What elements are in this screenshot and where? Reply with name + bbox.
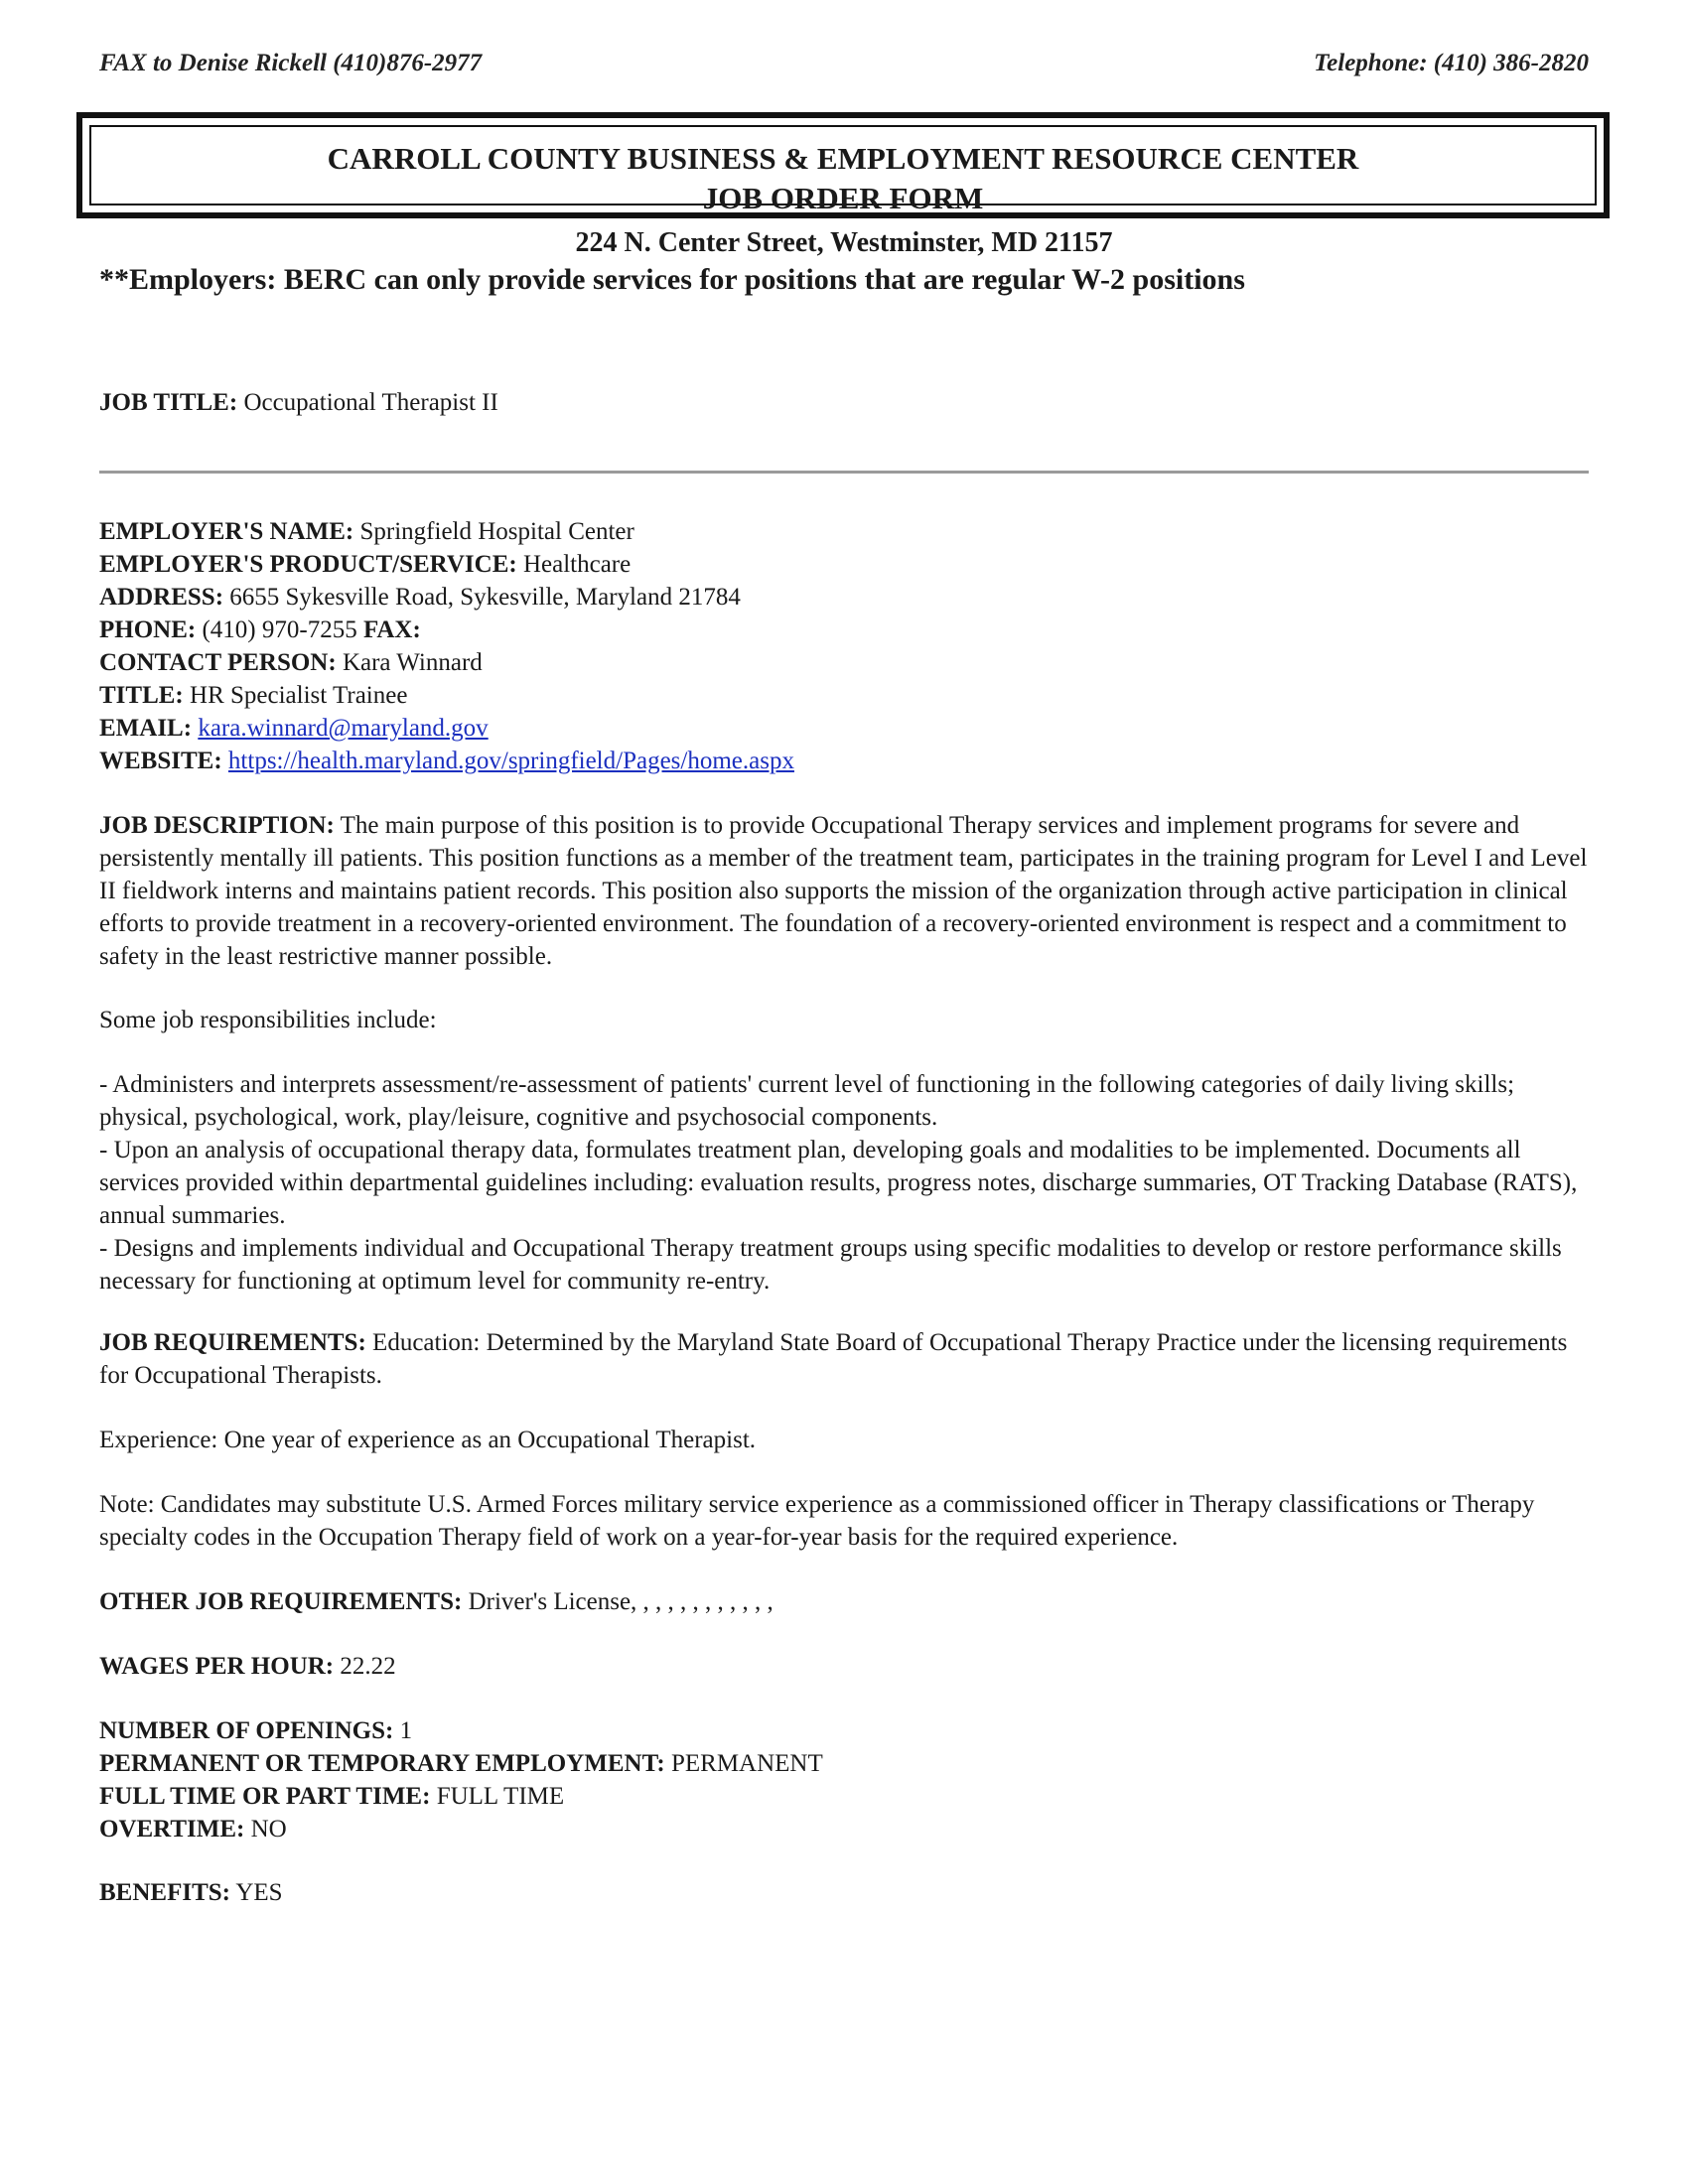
form-title: CARROLL COUNTY BUSINESS & EMPLOYMENT RESOURCE CENTER bbox=[327, 141, 1359, 176]
employer-phone-label: PHONE: bbox=[99, 616, 197, 643]
other-requirements-value: Driver's License, , , , , , , , , , , , bbox=[468, 1588, 774, 1615]
responsibility-item: - Designs and implements individual and Occupational Therapy treatment groups using specific modalities to develop or restore performance skills necessary for functioning at optimum level for community re-entry. bbox=[99, 1235, 1562, 1295]
benefits-label: BENEFITS: bbox=[99, 1879, 230, 1906]
employer-title-row bbox=[99, 679, 1589, 712]
openings-label: NUMBER OF OPENINGS: bbox=[99, 1717, 394, 1744]
employer-address-row bbox=[99, 581, 1589, 614]
responsibilities-list bbox=[99, 1068, 1589, 1297]
benefits-value: YES bbox=[235, 1879, 283, 1906]
wages-row bbox=[99, 1650, 1589, 1683]
requirement-note: Note: Candidates may substitute U.S. Armed Forces military service experience as a commissioned officer in Therapy classifications or Therapy specialty codes in the Occupation Therapy field of work on a year-for-year basis for the required experience. bbox=[99, 1491, 1535, 1551]
other-requirements-row bbox=[99, 1585, 1589, 1618]
title-box bbox=[76, 112, 1610, 218]
employer-address-label: ADDRESS: bbox=[99, 584, 224, 611]
employer-email-link[interactable]: kara.winnard@maryland.gov bbox=[198, 715, 489, 742]
employer-title: HR Specialist Trainee bbox=[190, 682, 408, 709]
employer-title-label: TITLE: bbox=[99, 682, 184, 709]
openings-row bbox=[99, 1714, 1589, 1747]
openings-value: 1 bbox=[399, 1717, 413, 1744]
employer-email-label: EMAIL: bbox=[99, 715, 193, 742]
job-requirements-label: JOB REQUIREMENTS: bbox=[99, 1329, 366, 1356]
full-part-time-value: FULL TIME bbox=[436, 1783, 565, 1810]
job-requirements-paragraph bbox=[99, 1326, 1589, 1392]
responsibility-item: - Administers and interprets assessment/re-assessment of patients' current level of functioning in the following categories of daily living skills; physical, psychological, work, play/leisure, cognitive and psychosocial components. bbox=[99, 1071, 1515, 1131]
employment-type-row bbox=[99, 1747, 1589, 1780]
employer-name-label: EMPLOYER'S NAME: bbox=[99, 518, 354, 545]
job-description-paragraph bbox=[99, 809, 1589, 973]
overtime-label: OVERTIME: bbox=[99, 1816, 245, 1843]
job-description-text: The main purpose of this position is to provide Occupational Therapy services and implement programs for severe and persistently mentally ill patients. This position functions as a member of the treatment team, participates in the training program for Level I and Level II fieldwork interns and maintains patient records. This position also supports the mission of the organization through active participation in clinical efforts to provide treatment in a recovery-oriented environment. The foundation of a recovery-oriented environment is respect and a commitment to safety in the least restrictive manner possible. bbox=[99, 812, 1588, 970]
divider bbox=[99, 471, 1589, 474]
employer-name-row bbox=[99, 515, 1589, 548]
job-description-label: JOB DESCRIPTION: bbox=[99, 812, 335, 839]
responsibilities-intro: Some job responsibilities include: bbox=[99, 1007, 437, 1033]
employer-website-label: WEBSITE: bbox=[99, 748, 222, 774]
employment-terms bbox=[99, 1714, 1589, 1845]
employer-contact-label: CONTACT PERSON: bbox=[99, 649, 337, 676]
center-address: 224 N. Center Street, Westminster, MD 21157 bbox=[575, 227, 1113, 258]
experience-requirement: Experience: One year of experience as an Occupational Therapist. bbox=[99, 1427, 757, 1453]
employer-fax-label: FAX: bbox=[362, 616, 421, 643]
employer-website-row bbox=[99, 745, 1589, 777]
employer-phone-row bbox=[99, 614, 1589, 646]
employer-phone: (410) 970-7255 bbox=[202, 616, 357, 643]
title-box-inner bbox=[89, 125, 1597, 215]
job-title-row bbox=[99, 386, 1589, 419]
employer-website-link[interactable]: https://health.maryland.gov/springfield/Pages/home.aspx bbox=[227, 748, 794, 774]
employer-contact-row bbox=[99, 646, 1589, 679]
employer-notice: **Employers: BERC can only provide services for positions that are regular W-2 positions bbox=[99, 263, 1245, 296]
employer-product-row bbox=[99, 548, 1589, 581]
wages-label: WAGES PER HOUR: bbox=[99, 1653, 335, 1680]
job-description bbox=[99, 809, 1589, 973]
overtime-row bbox=[99, 1813, 1589, 1845]
job-title-label: JOB TITLE: bbox=[99, 389, 238, 416]
employer-product: Healthcare bbox=[522, 551, 632, 578]
employer-address: 6655 Sykesville Road, Sykesville, Maryland 21784 bbox=[229, 584, 741, 611]
telephone-line: Telephone: (410) 386-2820 bbox=[1314, 50, 1589, 76]
employer-email-row bbox=[99, 712, 1589, 745]
employment-type-label: PERMANENT OR TEMPORARY EMPLOYMENT: bbox=[99, 1750, 665, 1777]
job-title-value: Occupational Therapist II bbox=[243, 389, 498, 416]
responsibility-item: - Upon an analysis of occupational therapy data, formulates treatment plan, developing goals and modalities to be implemented. Documents all services provided within departmental guidelines including: evaluation results, progress notes, discharge summaries, OT Tracking Database (RATS), annual summaries. bbox=[99, 1137, 1578, 1229]
employer-name: Springfield Hospital Center bbox=[359, 518, 634, 545]
overtime-value: NO bbox=[250, 1816, 287, 1843]
full-part-time-row bbox=[99, 1780, 1589, 1813]
wages-value: 22.22 bbox=[340, 1653, 396, 1680]
job-requirements bbox=[99, 1326, 1589, 1392]
employer-block bbox=[99, 515, 1589, 777]
form-subtitle: JOB ORDER FORM bbox=[702, 181, 984, 215]
fax-line: FAX to Denise Rickell (410)876-2977 bbox=[99, 50, 483, 76]
education-requirement: Education: Determined by the Maryland State Board of Occupational Therapy Practice under the licensing requirements for Occupational Therapists. bbox=[99, 1329, 1568, 1389]
employer-contact: Kara Winnard bbox=[342, 649, 483, 676]
employer-product-label: EMPLOYER'S PRODUCT/SERVICE: bbox=[99, 551, 517, 578]
other-requirements-label: OTHER JOB REQUIREMENTS: bbox=[99, 1588, 463, 1615]
employment-type-value: PERMANENT bbox=[670, 1750, 823, 1777]
full-part-time-label: FULL TIME OR PART TIME: bbox=[99, 1783, 431, 1810]
benefits-row bbox=[99, 1876, 1589, 1909]
